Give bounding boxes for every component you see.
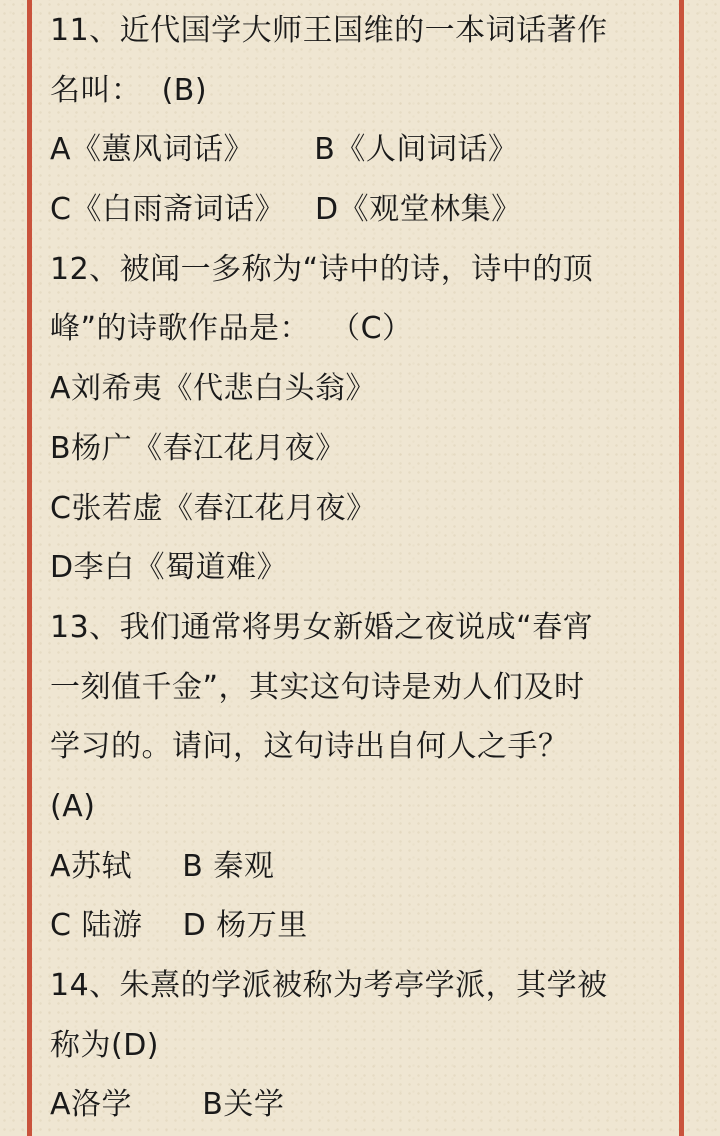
q14-options-ab: A洛学 B关学 xyxy=(50,1087,285,1123)
quiz-content xyxy=(50,0,680,1135)
q12-option-c: C张若虚《春江花月夜》 xyxy=(50,490,377,526)
q14-stem-line-2: 称为(D) xyxy=(50,1027,160,1063)
q12-option-d: D李白《蜀道难》 xyxy=(50,550,288,586)
q13-options-cd: C 陆游 D 杨万里 xyxy=(50,908,308,944)
q12-option-b: B杨广《春江花月夜》 xyxy=(50,430,346,466)
q13-options-ab: A苏轼 B 秦观 xyxy=(50,848,275,884)
q11-options-ab: A《蕙风词话》 B《人间词话》 xyxy=(50,132,519,168)
q12-stem-line-1: 12、被闻一多称为“诗中的诗，诗中的顶 xyxy=(50,251,594,287)
q11-stem-line-2: 名叫： (B) xyxy=(50,72,208,108)
q13-stem-line-2: 一刻值千金”，其实这句诗是劝人们及时 xyxy=(50,669,585,705)
q11-options-cd: C《白雨斋词话》 D《观堂林集》 xyxy=(50,192,522,228)
q12-option-a: A刘希夷《代悲白头翁》 xyxy=(50,371,377,407)
q12-stem-line-2: 峰”的诗歌作品是： （C） xyxy=(50,311,413,347)
q13-stem-line-1: 13、我们通常将男女新婚之夜说成“春宵 xyxy=(50,609,594,645)
q11-stem-line-1: 11、近代国学大师王国维的一本词话著作 xyxy=(50,13,608,48)
q14-stem-line-1: 14、朱熹的学派被称为考亭学派，其学被 xyxy=(50,968,608,1003)
q13-stem-line-3: 学习的。请问，这句诗出自何人之手？ xyxy=(50,729,569,765)
q13-answer: (A) xyxy=(50,788,96,824)
